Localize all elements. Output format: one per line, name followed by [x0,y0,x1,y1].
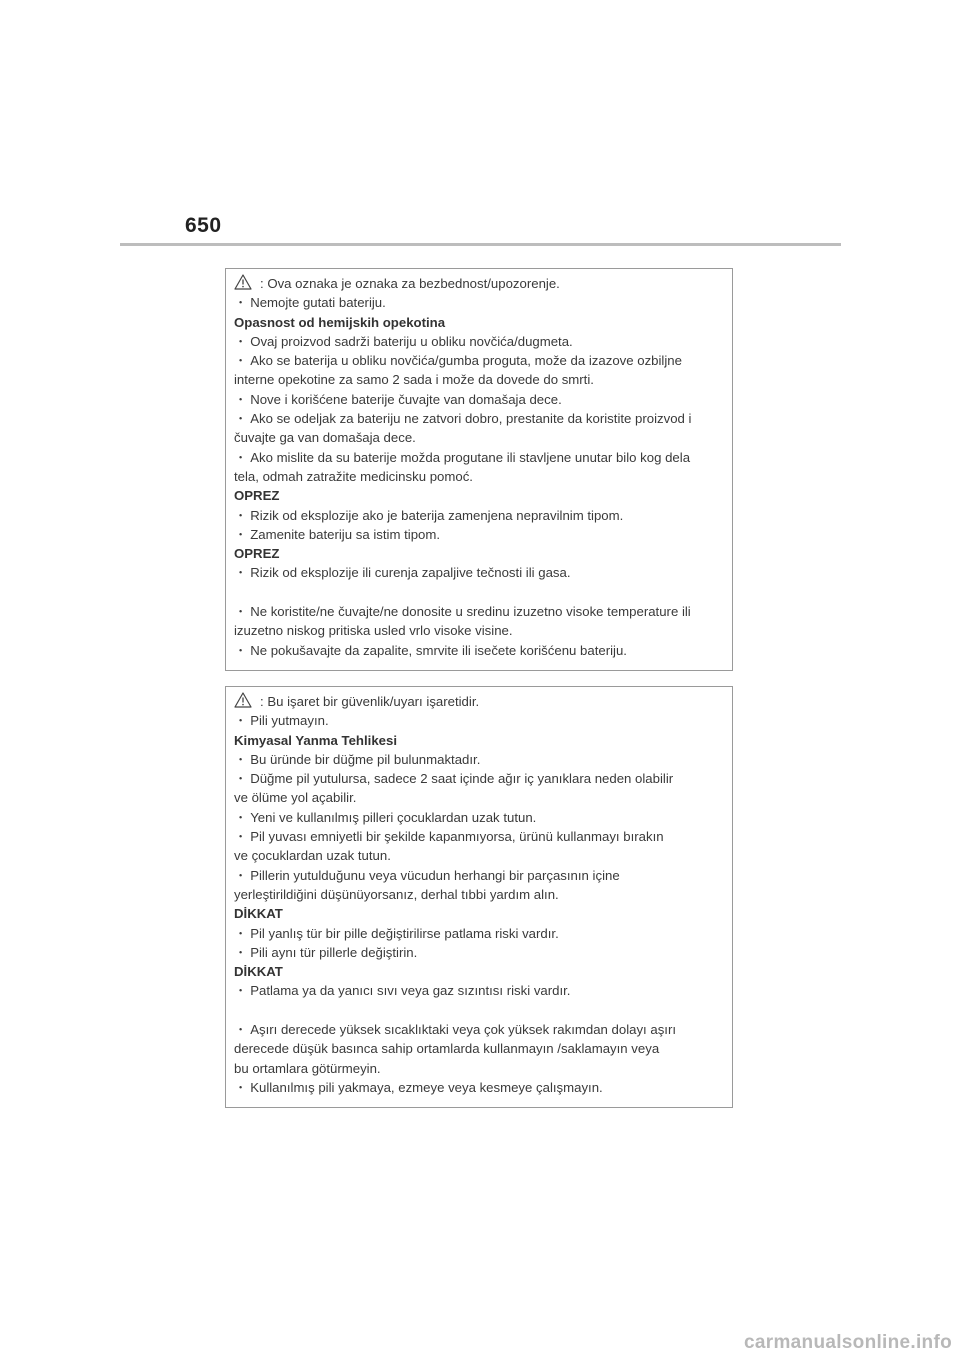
line-text: Ako mislite da su baterije možda progutane ili stavljene unutar bilo kog dela [250,449,691,465]
line-text: DİKKAT [234,964,283,980]
bullet-glyph: ・ [234,829,248,845]
text-line [234,351,724,370]
line-text: Aşırı derecede yüksek sıcaklıktaki veya çok yüksek rakımdan dolayı aşırı [250,1022,677,1038]
text-line [234,692,724,711]
text-line [234,583,724,602]
line-text: Düğme pil yutulursa, sadece 2 saat içinde ağır iç yanıklara neden olabilir [250,771,674,787]
header-rule [120,243,841,246]
text-line [234,293,724,312]
text-line [234,274,724,293]
bullet-glyph: ・ [234,526,248,542]
bullet-glyph: ・ [234,353,248,369]
warning-box-turkish [225,686,733,1108]
line-text: Pil yuvası emniyetli bir şekilde kapanmıyorsa, ürünü kullanmayı bırakın [250,829,664,845]
line-text: derecede düşük basınca sahip ortamlarda kullanmayın /saklamayın veya [234,1041,660,1057]
line-text: Kullanılmış pili yakmaya, ezmeye veya kesmeye çalışmayın. [250,1079,603,1095]
line-text: izuzetno niskog pritiska usled vrlo visoke visine. [234,623,513,639]
line-text: Opasnost od hemijskih opekotina [234,314,446,330]
text-line [234,924,724,943]
page-number: 650 [185,214,222,237]
bullet-glyph: ・ [234,713,248,729]
bullet-glyph: ・ [234,642,248,658]
text-line [234,563,724,582]
bullet-glyph: ・ [234,565,248,581]
text-line [234,943,724,962]
text-line [234,467,724,486]
line-text: interne opekotine za samo 2 sada i može da dovede do smrti. [234,372,594,388]
line-text: Nemojte gutati bateriju. [250,295,386,311]
bullet-glyph: ・ [234,604,248,620]
text-line [234,428,724,447]
text-line [234,370,724,389]
line-text: Ako se baterija u obliku novčića/gumba proguta, može da izazove ozbiljne [250,353,682,369]
line-text: Bu üründe bir düğme pil bulunmaktadır. [250,751,481,767]
bullet-glyph: ・ [234,295,248,311]
warning-box-serbian [225,268,733,671]
bullet-glyph: ・ [234,925,248,941]
text-line [234,525,724,544]
line-text: : Bu işaret bir güvenlik/uyarı işaretidir. [260,694,480,709]
bullet-glyph: ・ [234,449,248,465]
bullet-glyph: ・ [234,391,248,407]
text-line [234,808,724,827]
line-text: OPREZ [234,488,280,504]
text-line [234,409,724,428]
watermark: carmanualsonline.info [744,1332,952,1353]
text-line [234,390,724,409]
text-line [234,846,724,865]
line-text: Pili yutmayın. [250,713,329,729]
bullet-glyph: ・ [234,944,248,960]
bullet-glyph: ・ [234,1079,248,1095]
line-text: ve ölüme yol açabilir. [234,790,357,806]
bullet-glyph: ・ [234,983,248,999]
line-text: tela, odmah zatražite medicinsku pomoć. [234,468,473,484]
section-heading [234,904,724,923]
line-text: DİKKAT [234,906,283,922]
section-heading [234,731,724,750]
line-text: : Ova oznaka je oznaka za bezbednost/upozorenje. [260,276,560,291]
section-heading [234,313,724,332]
text-line [234,1059,724,1078]
line-text: yerleştirildiğini düşünüyorsanız, derhal tıbbi yardım alın. [234,886,559,902]
line-text: Patlama ya da yanıcı sıvı veya gaz sızıntısı riski vardır. [250,983,571,999]
bullet-glyph: ・ [234,867,248,883]
line-text: Kimyasal Yanma Tehlikesi [234,732,397,748]
text-line [234,885,724,904]
warning-triangle-icon [234,692,252,708]
bullet-glyph: ・ [234,751,248,767]
text-line [234,769,724,788]
section-heading [234,544,724,563]
line-text: Ovaj proizvod sadrži bateriju u obliku novčića/dugmeta. [250,333,573,349]
text-line [234,332,724,351]
text-line [234,506,724,525]
bullet-glyph: ・ [234,809,248,825]
text-line [234,1039,724,1058]
bullet-glyph: ・ [234,1022,248,1038]
line-text: čuvajte ga van domašaja dece. [234,430,416,446]
line-text: Pili aynı tür pillerle değiştirin. [250,944,418,960]
bullet-glyph: ・ [234,333,248,349]
line-text: Pil yanlış tür bir pille değiştirilirse patlama riski vardır. [250,925,559,941]
text-line [234,788,724,807]
bullet-glyph: ・ [234,771,248,787]
line-text: Rizik od eksplozije ako je baterija zamenjena nepravilnim tipom. [250,507,624,523]
line-text: Yeni ve kullanılmış pilleri çocuklardan uzak tutun. [250,809,537,825]
text-line [234,827,724,846]
line-text: Pillerin yutulduğunu veya vücudun herhangi bir parçasının içine [250,867,620,883]
text-line [234,1078,724,1097]
text-line [234,981,724,1000]
line-text: Ne pokušavajte da zapalite, smrvite ili isečete korišćenu bateriju. [250,642,627,658]
line-text: ve çocuklardan uzak tutun. [234,848,391,864]
text-line [234,448,724,467]
text-line [234,1001,724,1020]
line-text: Ako se odeljak za bateriju ne zatvori dobro, prestanite da koristite proizvod i [250,411,692,427]
line-text: Rizik od eksplozije ili curenja zapaljive tečnosti ili gasa. [250,565,571,581]
text-line [234,711,724,730]
text-line [234,621,724,640]
text-line [234,750,724,769]
line-text: Ne koristite/ne čuvajte/ne donosite u sredinu izuzetno visoke temperature ili [250,604,691,620]
line-text: Zamenite bateriju sa istim tipom. [250,526,441,542]
text-line [234,602,724,621]
text-line [234,1020,724,1039]
section-heading [234,486,724,505]
bullet-glyph: ・ [234,507,248,523]
line-text: bu ortamlara götürmeyin. [234,1060,381,1076]
bullet-glyph: ・ [234,411,248,427]
text-line [234,641,724,660]
line-text: Nove i korišćene baterije čuvajte van domašaja dece. [250,391,562,407]
section-heading [234,962,724,981]
text-line [234,866,724,885]
line-text: OPREZ [234,546,280,562]
warning-triangle-icon [234,274,252,290]
